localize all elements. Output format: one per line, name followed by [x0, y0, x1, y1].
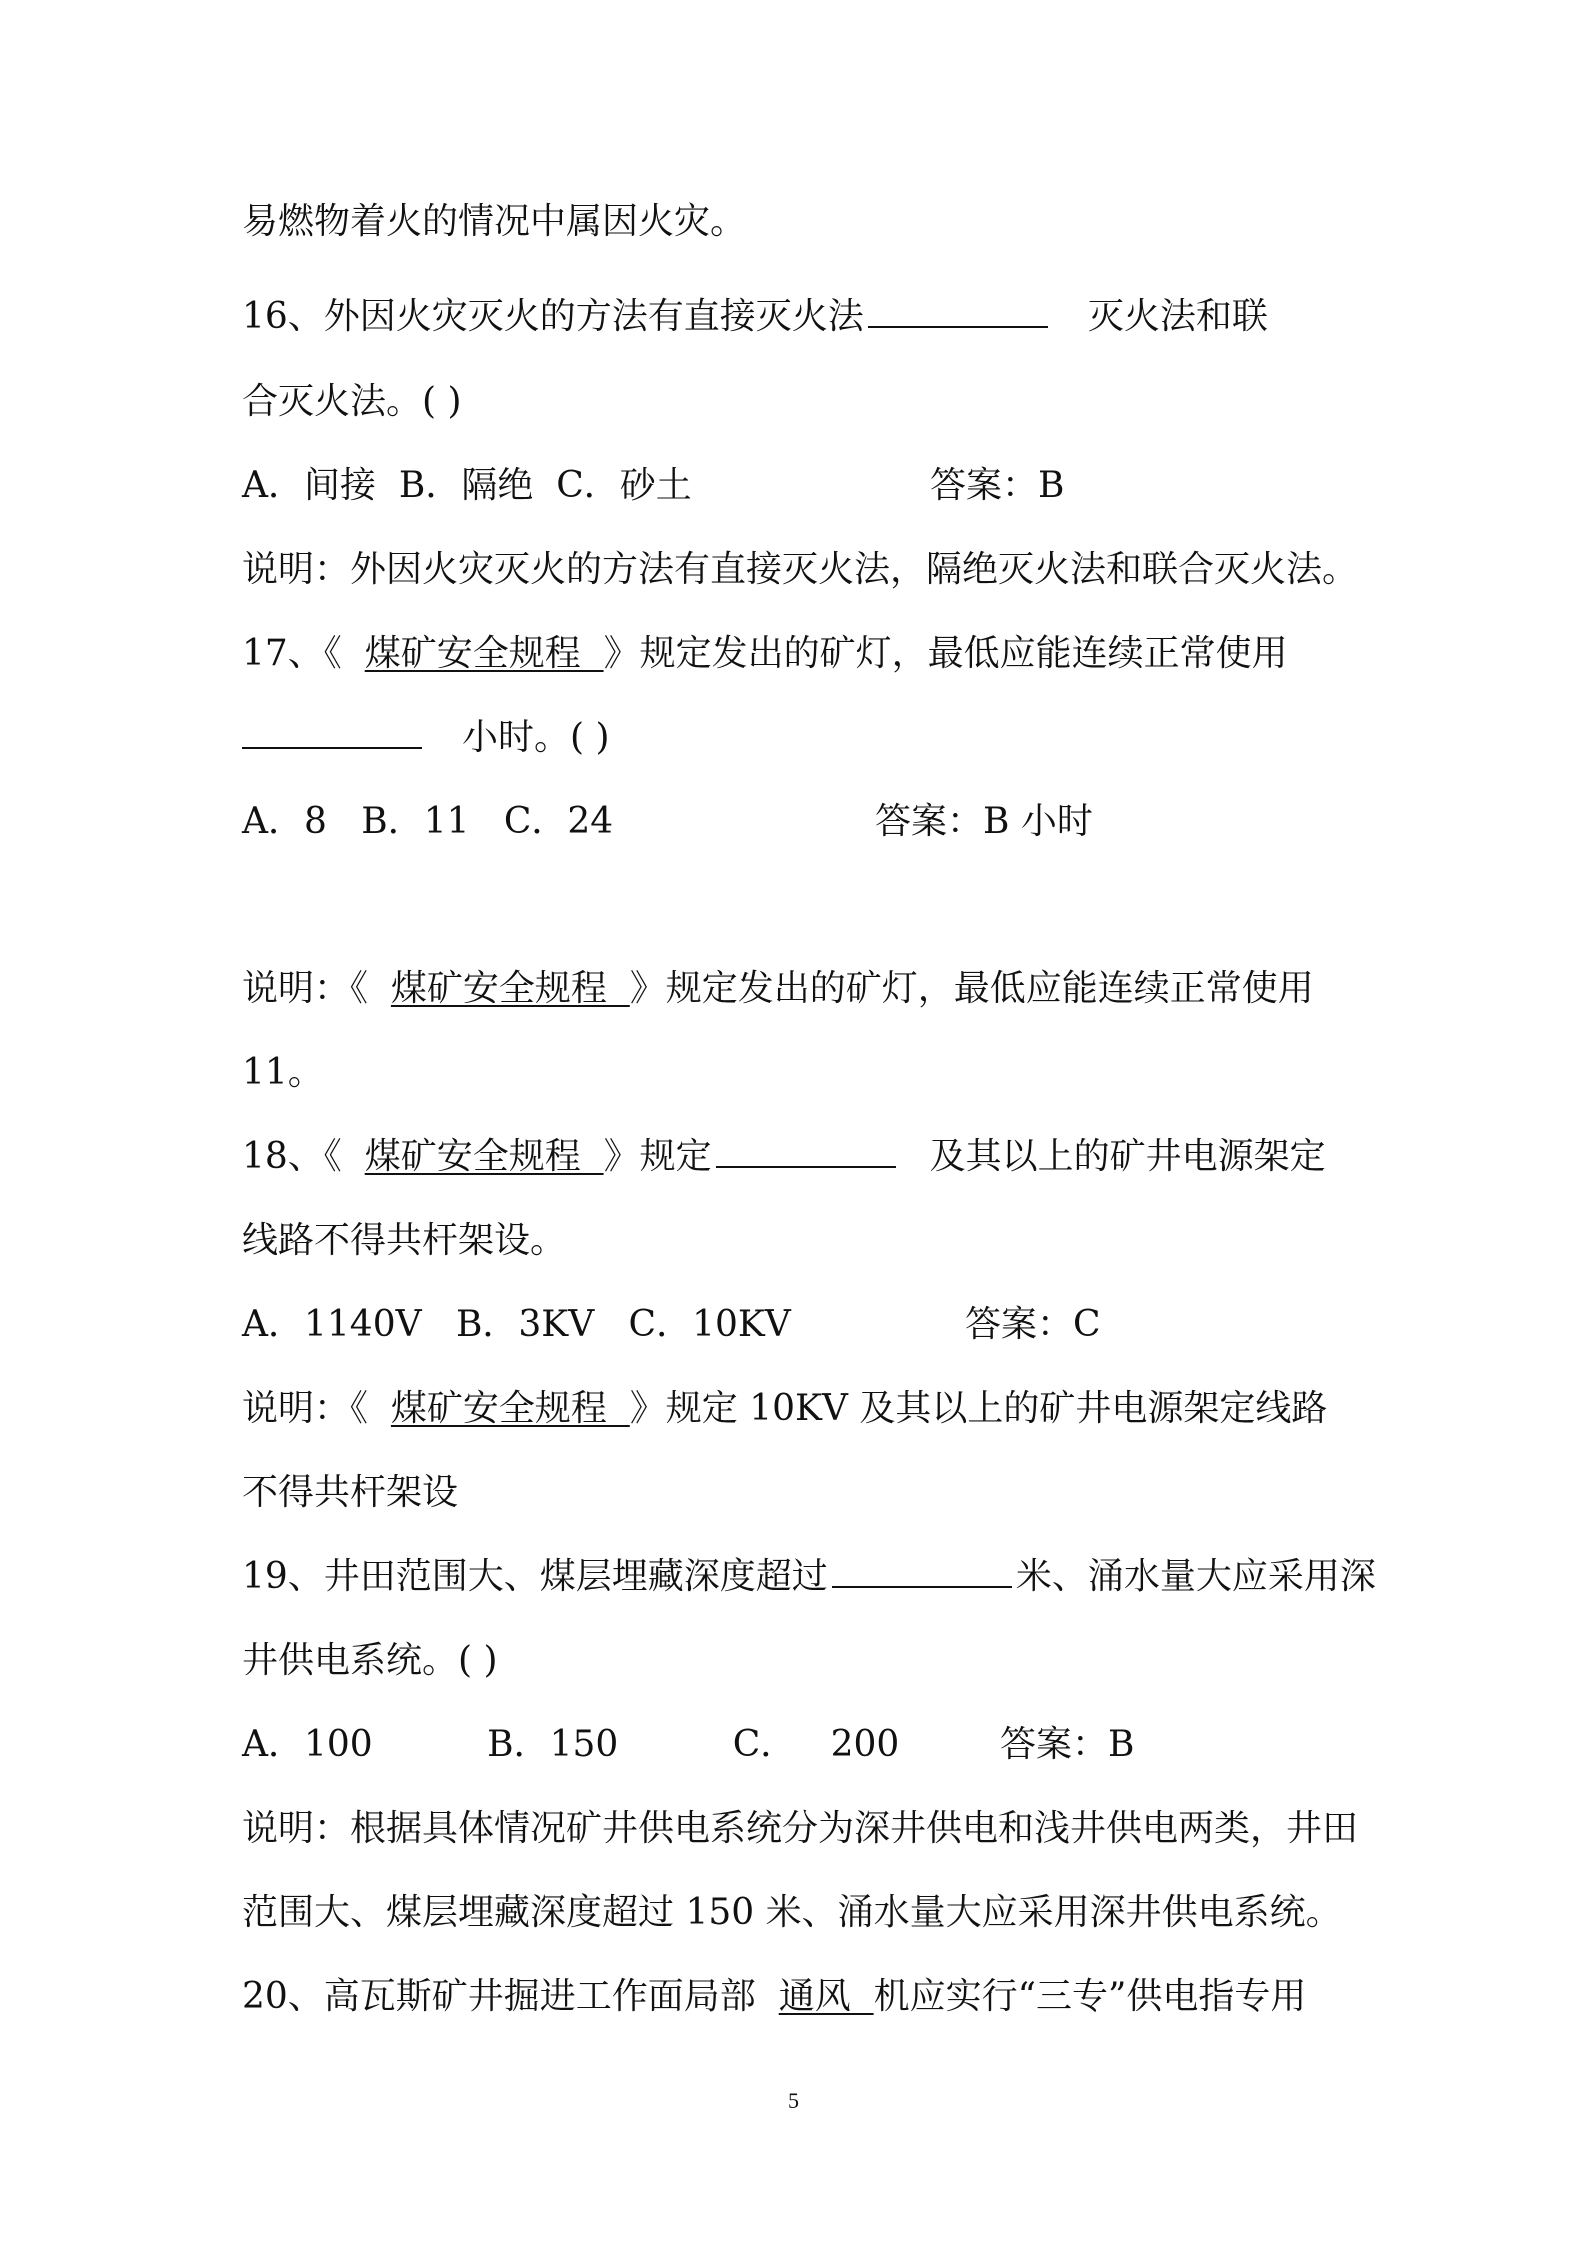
- fill-blank: [242, 717, 422, 749]
- regulation-title: 煤矿安全规程: [390, 968, 630, 1009]
- question-20-line-1: 20、高瓦斯矿井掘进工作面局部 通风 机应实行“三专”供电指专用: [242, 1976, 1307, 2017]
- question-17-line-1: 17、《 煤矿安全规程 》规定发出的矿灯，最低应能连续正常使用: [242, 633, 1288, 674]
- question-17-explanation-line-2: 11。: [242, 1052, 324, 1093]
- question-19-options: A．100 B．150 C． 200: [242, 1724, 900, 1765]
- fill-blank: [716, 1136, 896, 1168]
- question-19-explanation-line-2: 范围大、煤层埋藏深度超过 150 米、涌水量大应采用深井供电系统。: [242, 1892, 1342, 1933]
- question-18-answer: 答案：C: [965, 1304, 1101, 1345]
- fill-blank: [832, 1556, 1012, 1588]
- question-18-explanation-line-1: 说明：《 煤矿安全规程 》规定 10KV 及其以上的矿井电源架定线路: [242, 1388, 1328, 1429]
- question-16-options: A．间接 B．隔绝 C．砂土: [242, 465, 692, 506]
- question-18-line-1: 18、《 煤矿安全规程 》规定 及其以上的矿井电源架定: [242, 1136, 1326, 1177]
- question-16-line-2: 合灭火法。( ): [242, 381, 462, 422]
- question-17-line-2: 小时。( ): [242, 716, 610, 760]
- question-19-answer: 答案：B: [1000, 1724, 1135, 1765]
- question-18-options: A．1140V B．3KV C．10KV: [242, 1304, 791, 1345]
- question-16-explanation: 说明：外因火灾灭火的方法有直接灭火法，隔绝灭火法和联合灭火法。: [242, 549, 1359, 590]
- question-19-line-2: 井供电系统。( ): [242, 1640, 498, 1681]
- regulation-title: 煤矿安全规程: [364, 633, 604, 674]
- question-19-explanation-line-1: 说明：根据具体情况矿井供电系统分为深井供电和浅井供电两类，井田: [242, 1808, 1359, 1849]
- question-16-answer: 答案：B: [930, 465, 1065, 506]
- regulation-title: 煤矿安全规程: [390, 1388, 630, 1429]
- fill-blank: [868, 296, 1048, 328]
- question-17-options: A．8 B．11 C．24: [242, 801, 614, 842]
- question-16-line-1: 16、外因火灾灭火的方法有直接灭火法 灭火法和联: [242, 296, 1268, 337]
- question-18-line-2: 线路不得共杆架设。: [242, 1220, 567, 1261]
- question-19-line-1: 19、井田范围大、煤层埋藏深度超过 米、涌水量大应采用深: [242, 1556, 1376, 1597]
- fill-answer: 通风: [778, 1976, 874, 2017]
- question-18-explanation-line-2: 不得共杆架设: [242, 1472, 459, 1513]
- question-17-explanation-line-1: 说明：《 煤矿安全规程 》规定发出的矿灯，最低应能连续正常使用: [242, 968, 1314, 1009]
- question-17-answer: 答案：B 小时: [875, 801, 1093, 842]
- paragraph-line: 易燃物着火的情况中属因火灾。: [242, 201, 747, 242]
- regulation-title: 煤矿安全规程: [364, 1136, 604, 1177]
- page-number: 5: [788, 2088, 799, 2113]
